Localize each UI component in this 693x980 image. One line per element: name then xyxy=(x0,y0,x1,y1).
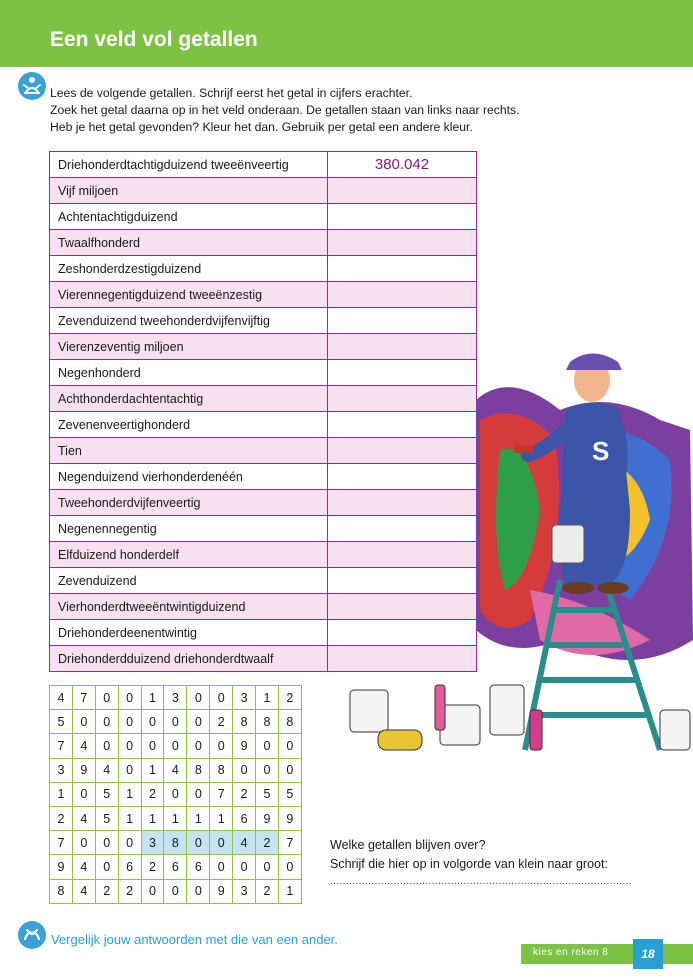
grid-cell[interactable]: 8 xyxy=(50,879,73,903)
grid-cell[interactable]: 9 xyxy=(50,855,73,879)
instruction-line: Zoek het getal daarna op in het veld onderaan. De getallen staan van links naar rechts. xyxy=(50,103,520,117)
meditating-person-icon xyxy=(18,72,46,100)
grid-cell[interactable]: 0 xyxy=(72,782,95,806)
grid-cell[interactable]: 7 xyxy=(72,686,95,710)
number-word-cell: Tweehonderdvijfenveertig xyxy=(50,490,328,516)
grid-cell[interactable]: 0 xyxy=(256,758,279,782)
grid-cell[interactable]: 5 xyxy=(256,782,279,806)
grid-cell[interactable]: 2 xyxy=(256,831,279,855)
grid-cell[interactable]: 0 xyxy=(164,710,187,734)
grid-cell[interactable]: 5 xyxy=(95,782,118,806)
grid-cell[interactable]: 6 xyxy=(164,855,187,879)
table-row xyxy=(50,308,477,334)
number-word-cell: Vierennegentigduizend tweeënzestig xyxy=(50,282,328,308)
number-word-cell: Zeshonderdzestigduizend xyxy=(50,256,328,282)
grid-cell[interactable]: 1 xyxy=(141,686,164,710)
grid-cell[interactable]: 0 xyxy=(118,710,141,734)
grid-cell[interactable]: 6 xyxy=(233,806,256,830)
grid-cell[interactable]: 1 xyxy=(278,879,301,903)
grid-cell[interactable]: 1 xyxy=(210,806,233,830)
number-word-cell: Vierenzeventig miljoen xyxy=(50,334,328,360)
grid-cell[interactable]: 1 xyxy=(118,806,141,830)
grid-cell[interactable]: 1 xyxy=(141,758,164,782)
grid-cell[interactable]: 0 xyxy=(95,734,118,758)
grid-cell[interactable]: 0 xyxy=(164,782,187,806)
grid-cell[interactable]: 0 xyxy=(210,831,233,855)
number-word-cell: Negenhonderd xyxy=(50,360,328,386)
grid-cell[interactable]: 4 xyxy=(72,806,95,830)
grid-cell[interactable]: 9 xyxy=(256,806,279,830)
grid-cell[interactable]: 0 xyxy=(95,686,118,710)
grid-cell[interactable]: 0 xyxy=(95,855,118,879)
grid-cell[interactable]: 4 xyxy=(164,758,187,782)
book-title: kies en reken 8 xyxy=(533,947,609,958)
grid-cell[interactable]: 1 xyxy=(118,782,141,806)
grid-cell[interactable]: 8 xyxy=(256,710,279,734)
grid-cell[interactable]: 2 xyxy=(233,782,256,806)
book-tag xyxy=(521,944,693,964)
number-word-cell: Elfduizend honderdelf xyxy=(50,542,328,568)
grid-row xyxy=(50,734,302,758)
grid-cell[interactable]: 0 xyxy=(210,686,233,710)
grid-cell[interactable]: 8 xyxy=(278,710,301,734)
grid-cell[interactable]: 0 xyxy=(187,686,210,710)
number-word-cell: Tien xyxy=(50,438,328,464)
grid-cell[interactable]: 7 xyxy=(50,734,73,758)
grid-cell[interactable]: 3 xyxy=(50,758,73,782)
grid-row xyxy=(50,806,302,830)
grid-cell[interactable]: 0 xyxy=(141,710,164,734)
instruction-line: Heb je het getal gevonden? Kleur het dan. Gebruik per getal een andere kleur. xyxy=(50,120,473,134)
number-word-cell: Negenennegentig xyxy=(50,516,328,542)
svg-text:S: S xyxy=(592,436,610,466)
grid-cell[interactable]: 0 xyxy=(187,831,210,855)
grid-cell[interactable]: 0 xyxy=(210,855,233,879)
number-word-cell: Vijf miljoen xyxy=(50,178,328,204)
number-word-cell: Negenduizend vierhonderdenéén xyxy=(50,464,328,490)
number-word-cell: Vierhonderdtweeëntwintigduizend xyxy=(50,594,328,620)
grid-cell[interactable]: 7 xyxy=(278,831,301,855)
answer-cell[interactable] xyxy=(328,256,477,282)
grid-cell[interactable]: 0 xyxy=(278,734,301,758)
grid-cell[interactable]: 0 xyxy=(118,758,141,782)
grid-cell[interactable]: 1 xyxy=(50,782,73,806)
grid-cell[interactable]: 0 xyxy=(72,831,95,855)
grid-cell[interactable]: 0 xyxy=(72,710,95,734)
grid-cell[interactable]: 0 xyxy=(278,758,301,782)
number-word-cell: Twaalfhonderd xyxy=(50,230,328,256)
number-word-cell: Zevenenveertighonderd xyxy=(50,412,328,438)
grid-cell[interactable]: 0 xyxy=(141,734,164,758)
answer-cell[interactable] xyxy=(328,282,477,308)
grid-cell[interactable]: 2 xyxy=(210,710,233,734)
grid-cell[interactable]: 7 xyxy=(50,831,73,855)
grid-cell[interactable]: 0 xyxy=(118,686,141,710)
grid-cell[interactable]: 0 xyxy=(95,710,118,734)
grid-row xyxy=(50,855,302,879)
footer-instruction: Vergelijk jouw antwoorden met die van een ander. xyxy=(51,932,338,947)
grid-cell[interactable]: 0 xyxy=(278,855,301,879)
grid-cell[interactable]: 0 xyxy=(187,879,210,903)
table-row xyxy=(50,178,477,204)
grid-cell[interactable]: 0 xyxy=(187,782,210,806)
grid-cell[interactable]: 0 xyxy=(95,831,118,855)
grid-cell[interactable]: 2 xyxy=(141,782,164,806)
instruction-line: Lees de volgende getallen. Schrijf eerst het getal in cijfers erachter. xyxy=(50,86,413,100)
answer-cell[interactable] xyxy=(328,230,477,256)
table-row xyxy=(50,256,477,282)
number-grid xyxy=(49,685,302,904)
grid-cell[interactable]: 5 xyxy=(50,710,73,734)
grid-cell[interactable]: 1 xyxy=(141,806,164,830)
answer-cell[interactable]: 380.042 xyxy=(328,152,477,178)
grid-row xyxy=(50,710,302,734)
grid-row xyxy=(50,879,302,903)
grid-cell[interactable]: 4 xyxy=(72,734,95,758)
grid-cell[interactable]: 9 xyxy=(210,879,233,903)
grid-cell[interactable]: 9 xyxy=(72,758,95,782)
grid-cell[interactable]: 0 xyxy=(118,734,141,758)
table-row xyxy=(50,152,477,178)
table-row xyxy=(50,282,477,308)
painter-illustration xyxy=(330,340,693,760)
grid-row xyxy=(50,686,302,710)
grid-cell[interactable]: 4 xyxy=(233,831,256,855)
grid-cell[interactable]: 4 xyxy=(72,855,95,879)
grid-cell[interactable]: 2 xyxy=(50,806,73,830)
grid-cell[interactable]: 0 xyxy=(118,831,141,855)
grid-cell[interactable]: 7 xyxy=(210,782,233,806)
compare-hands-icon xyxy=(18,921,46,949)
grid-cell[interactable]: 4 xyxy=(72,879,95,903)
grid-cell[interactable]: 0 xyxy=(164,734,187,758)
grid-cell[interactable]: 3 xyxy=(233,686,256,710)
grid-cell[interactable]: 6 xyxy=(118,855,141,879)
grid-cell[interactable]: 8 xyxy=(210,758,233,782)
question-line: Schrijf die hier op in volgorde van klein naar groot: xyxy=(330,857,608,871)
grid-cell[interactable]: 4 xyxy=(95,758,118,782)
grid-row xyxy=(50,782,302,806)
table-row xyxy=(50,230,477,256)
page-header xyxy=(0,0,693,67)
grid-cell[interactable]: 0 xyxy=(233,758,256,782)
answer-cell[interactable] xyxy=(328,308,477,334)
question xyxy=(330,836,608,874)
number-word-cell: Achthonderdachtentachtig xyxy=(50,386,328,412)
grid-cell[interactable]: 0 xyxy=(164,879,187,903)
grid-cell[interactable]: 8 xyxy=(164,831,187,855)
answer-line[interactable]: ............................................................................................... xyxy=(330,876,632,887)
number-word-cell: Achtentachtigduizend xyxy=(50,204,328,230)
number-word-cell: Driehonderdtachtigduizend tweeënveertig xyxy=(50,152,328,178)
grid-cell[interactable]: 2 xyxy=(141,855,164,879)
grid-cell[interactable]: 0 xyxy=(187,710,210,734)
grid-cell[interactable]: 8 xyxy=(233,710,256,734)
grid-row xyxy=(50,758,302,782)
page-title: Een veld vol getallen xyxy=(50,28,258,51)
grid-cell[interactable]: 0 xyxy=(233,855,256,879)
grid-cell[interactable]: 5 xyxy=(278,782,301,806)
grid-cell[interactable]: 0 xyxy=(187,734,210,758)
grid-cell[interactable]: 3 xyxy=(141,831,164,855)
grid-cell[interactable]: 2 xyxy=(118,879,141,903)
answer-cell[interactable] xyxy=(328,204,477,230)
grid-row xyxy=(50,831,302,855)
grid-cell[interactable]: 6 xyxy=(187,855,210,879)
number-word-cell: Zevenduizend tweehonderdvijfenvijftig xyxy=(50,308,328,334)
grid-cell[interactable]: 9 xyxy=(233,734,256,758)
answer-cell[interactable] xyxy=(328,178,477,204)
grid-cell[interactable]: 0 xyxy=(256,734,279,758)
grid-cell[interactable]: 3 xyxy=(233,879,256,903)
grid-cell[interactable]: 2 xyxy=(95,879,118,903)
question-line: Welke getallen blijven over? xyxy=(330,838,486,852)
number-word-cell: Zevenduizend xyxy=(50,568,328,594)
grid-cell[interactable]: 8 xyxy=(187,758,210,782)
grid-cell[interactable]: 0 xyxy=(256,855,279,879)
grid-cell[interactable]: 9 xyxy=(278,806,301,830)
table-row xyxy=(50,204,477,230)
page-number: 18 xyxy=(633,939,663,969)
grid-cell[interactable]: 2 xyxy=(278,686,301,710)
instructions xyxy=(50,85,650,136)
grid-cell[interactable]: 4 xyxy=(50,686,73,710)
grid-cell[interactable]: 2 xyxy=(256,879,279,903)
grid-cell[interactable]: 0 xyxy=(141,879,164,903)
number-word-cell: Driehonderdduizend driehonderdtwaalf xyxy=(50,646,328,672)
grid-cell[interactable]: 1 xyxy=(256,686,279,710)
grid-cell[interactable]: 0 xyxy=(210,734,233,758)
grid-cell[interactable]: 1 xyxy=(164,806,187,830)
grid-cell[interactable]: 3 xyxy=(164,686,187,710)
grid-cell[interactable]: 5 xyxy=(95,806,118,830)
number-word-cell: Driehonderdeenentwintig xyxy=(50,620,328,646)
grid-cell[interactable]: 1 xyxy=(187,806,210,830)
